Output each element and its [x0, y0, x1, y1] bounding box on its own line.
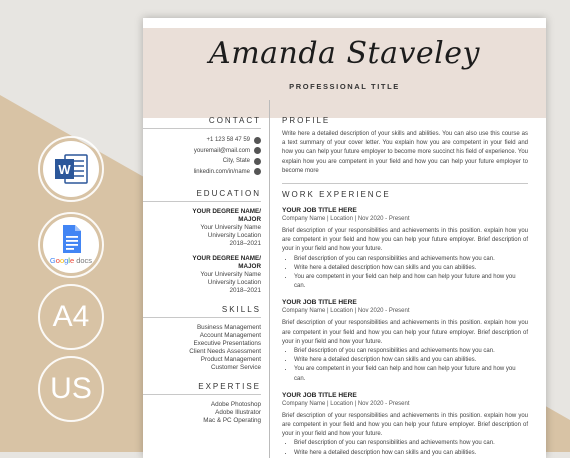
job-bullet: • Write here a detailed description how can skills and you can abilities.	[294, 264, 528, 273]
job-entry	[282, 391, 528, 458]
degree-name: YOUR DEGREE NAME/	[192, 208, 261, 215]
profile-text: Write here a detailed description of your skills and abilities. You can also use this course as a text summary of your cover letter. You explain how you are competent in your field and how you can help your future employer to become more succinct his field of experience. You explain how you are competent in your field and how you can help your future employer to become more	[282, 131, 528, 174]
job-description: Brief description of your responsibilities and achievements in this position. explain how you are competent in your field and how you can help your future employer. Brief description of your in your field and how your future.	[282, 228, 528, 253]
phone-icon	[254, 137, 261, 144]
google-docs-icon	[43, 217, 99, 273]
linkedin-text: linkedin.com/in/name	[193, 168, 250, 175]
contact-email	[143, 146, 261, 157]
a4-label: A4	[52, 300, 90, 333]
degree-major: MAJOR	[238, 216, 261, 223]
job-title: YOUR JOB TITLE HERE	[282, 391, 357, 399]
education-title: EDUCATION	[196, 189, 261, 198]
expertise-title: EXPERTISE	[198, 382, 261, 391]
divider	[143, 201, 261, 202]
skill-item: Account Management	[199, 332, 261, 339]
contact-title: CONTACT	[208, 116, 261, 125]
column-divider	[269, 100, 270, 458]
job-bullets	[282, 255, 528, 292]
skills-title: SKILLS	[221, 305, 261, 314]
professional-title: PROFESSIONAL TITLE	[289, 82, 400, 91]
university-name: Your University Name	[200, 224, 261, 231]
expertise-item: Adobe Illustrator	[215, 409, 261, 416]
job-bullet: • Brief description of you can responsibilities and achievements how you can.	[294, 347, 528, 356]
divider	[143, 394, 261, 395]
contact-location	[143, 156, 261, 167]
expertise-item: Mac & PC Operating	[203, 417, 261, 424]
skill-item: Client Needs Assessment	[189, 348, 261, 355]
skill-item: Executive Presentations	[193, 340, 261, 347]
education-item	[143, 208, 261, 248]
word-badge	[38, 136, 104, 202]
divider	[143, 128, 261, 129]
job-description: Brief description of your responsibilities and achievements in this position. explain how you are competent in your field and how you can help your future employer. Brief description of your in your field and how your future.	[282, 320, 528, 345]
university-location: University Location	[207, 232, 261, 239]
job-bullet: • You are competent in your field can help and how can help your future and how you can.	[294, 365, 528, 383]
university-name: Your University Name	[200, 271, 261, 278]
a4-badge	[38, 284, 104, 350]
contact-phone	[143, 135, 261, 146]
job-company: Company Name | Location | Nov 2020 - Present	[282, 308, 410, 315]
skill-item: Product Management	[200, 356, 261, 363]
location-icon	[254, 158, 261, 165]
phone-text: +1 123 58 47 59	[206, 137, 250, 144]
skill-item: Customer Service	[210, 364, 261, 371]
job-title: YOUR JOB TITLE HERE	[282, 299, 357, 307]
education-item	[143, 255, 261, 295]
job-bullet: • Brief description of you can responsibilities and achievements how you can.	[294, 255, 528, 264]
job-bullet: • Brief description of you can responsibilities and achievements how you can.	[294, 439, 528, 448]
us-badge	[38, 356, 104, 422]
job-bullets	[282, 439, 528, 457]
us-label: US	[50, 372, 92, 405]
contact-linkedin	[143, 167, 261, 178]
education-years: 2018–2021	[229, 240, 261, 247]
job-entry	[282, 206, 528, 291]
svg-text:W: W	[58, 162, 71, 177]
work-experience-title: WORK EXPERIENCE	[282, 190, 391, 200]
resume-name: Amanda Staveley	[209, 36, 480, 71]
job-title: YOUR JOB TITLE HERE	[282, 207, 357, 215]
google-docs-badge	[38, 212, 104, 278]
email-text: youremail@mail.com	[193, 147, 250, 154]
right-column	[282, 116, 528, 458]
job-bullets	[282, 347, 528, 384]
job-company: Company Name | Location | Nov 2020 - Present	[282, 400, 410, 407]
location-text: City, State	[222, 158, 250, 165]
skill-item: Business Management	[196, 324, 261, 331]
expertise-item: Adobe Photoshop	[210, 401, 261, 408]
linkedin-icon	[254, 168, 261, 175]
job-description: Brief description of your responsibilities and achievements in this position. explain how you are competent in your field and how you can help your future employer. Brief description of your in your field and how your future.	[282, 412, 528, 438]
university-location: University Location	[207, 279, 261, 286]
email-icon	[254, 147, 261, 154]
left-column	[143, 116, 261, 425]
job-bullet: • Write here a detailed description how can skills and you can abilities.	[294, 356, 528, 365]
job-bullet: • You are competent in your field can help and how can help your future and how you can.	[294, 273, 528, 291]
divider	[282, 183, 528, 184]
job-entry	[282, 298, 528, 383]
job-bullet: • Write here a detailed description how can skills and you can abilities.	[294, 449, 528, 458]
job-company: Company Name | Location | Nov 2020 - Present	[282, 216, 410, 223]
degree-major: MAJOR	[238, 263, 261, 270]
divider	[143, 317, 261, 318]
svg-text:Google docs: Google docs	[49, 256, 93, 265]
education-years: 2018–2021	[229, 287, 261, 294]
profile-title: PROFILE	[282, 116, 331, 125]
resume-page	[143, 18, 546, 458]
degree-name: YOUR DEGREE NAME/	[192, 255, 261, 262]
word-icon	[43, 141, 99, 197]
